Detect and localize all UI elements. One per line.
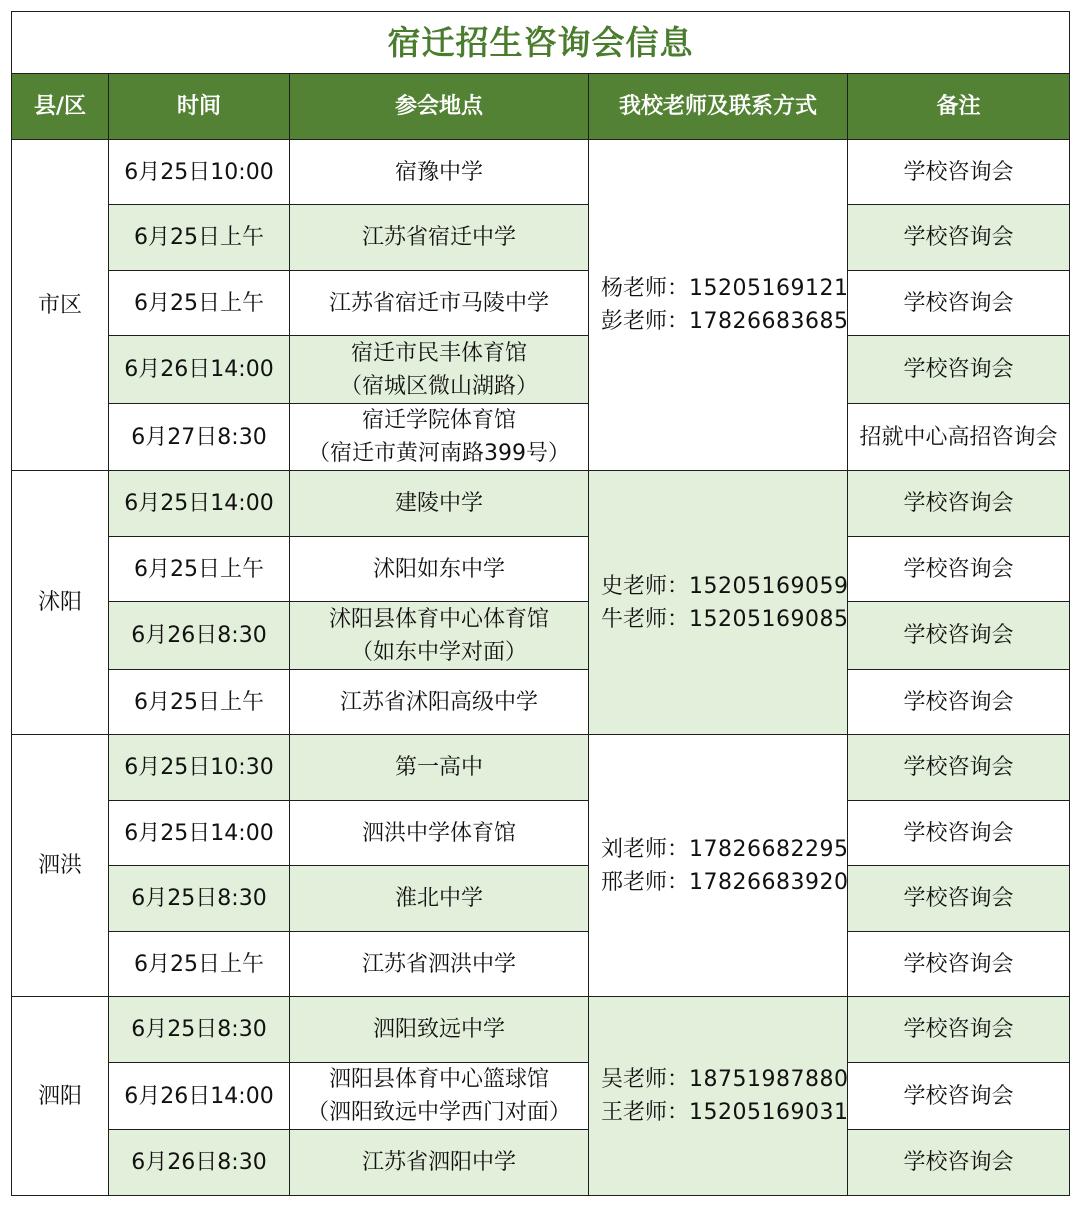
table-row xyxy=(12,1062,1070,1130)
note-cell: 学校咨询会 xyxy=(848,139,1070,204)
table-row xyxy=(12,536,1070,601)
teacher-name: 吴老师： xyxy=(601,1067,690,1093)
table-row xyxy=(12,866,1070,931)
table-row xyxy=(12,403,1070,471)
location-line: 建陵中学 xyxy=(394,491,483,517)
teacher-phone: 15205169059 xyxy=(689,573,849,599)
page-title: 宿迁招生咨询会信息 xyxy=(12,12,1070,74)
teacher-phone: 17826683920 xyxy=(689,869,849,895)
location-line: 宿迁市民丰体育馆 xyxy=(350,340,527,366)
location-line: 江苏省泗阳中学 xyxy=(361,1150,516,1176)
contact-cell xyxy=(589,735,848,997)
note-cell: 学校咨询会 xyxy=(848,800,1070,865)
teacher-phone: 15205169121 xyxy=(689,276,849,302)
time-cell: 6月26日8:30 xyxy=(109,602,290,670)
table-row xyxy=(12,735,1070,800)
table-row xyxy=(12,602,1070,670)
table-row xyxy=(12,205,1070,270)
location-cell xyxy=(290,602,589,670)
location-cell xyxy=(290,997,589,1062)
teacher-phone: 15205169031 xyxy=(689,1100,849,1126)
note-cell: 学校咨询会 xyxy=(848,997,1070,1062)
contact-line xyxy=(601,305,847,338)
table-row xyxy=(12,669,1070,734)
time-cell: 6月27日8:30 xyxy=(109,403,290,471)
teacher-name: 杨老师： xyxy=(601,276,690,302)
note-cell: 学校咨询会 xyxy=(848,205,1070,270)
time-cell: 6月26日8:30 xyxy=(109,1130,290,1196)
teacher-name: 彭老师： xyxy=(601,309,690,335)
location-line: 泗阳县体育中心篮球馆 xyxy=(328,1067,549,1093)
location-cell xyxy=(290,1062,589,1130)
contact-line xyxy=(601,1096,847,1129)
location-line: 泗洪中学体育馆 xyxy=(361,820,516,846)
time-cell: 6月25日10:00 xyxy=(109,139,290,204)
location-cell xyxy=(290,931,589,996)
time-cell: 6月25日8:30 xyxy=(109,997,290,1062)
time-cell: 6月25日上午 xyxy=(109,669,290,734)
location-cell xyxy=(290,471,589,536)
note-cell: 学校咨询会 xyxy=(848,931,1070,996)
contact-line xyxy=(601,570,847,603)
location-line: （宿迁市黄河南路399号） xyxy=(308,441,570,467)
time-cell: 6月25日上午 xyxy=(109,536,290,601)
location-cell xyxy=(290,336,589,404)
location-line: 沭阳县体育中心体育馆 xyxy=(328,606,549,632)
location-cell xyxy=(290,139,589,204)
location-line: 宿豫中学 xyxy=(394,159,483,185)
note-cell: 学校咨询会 xyxy=(848,270,1070,335)
time-cell: 6月25日10:30 xyxy=(109,735,290,800)
time-cell: 6月25日上午 xyxy=(109,931,290,996)
location-line: 淮北中学 xyxy=(394,886,483,912)
location-cell xyxy=(290,866,589,931)
location-line: （宿城区微山湖路） xyxy=(339,373,538,399)
teacher-phone: 15205169085 xyxy=(689,606,849,632)
table-row xyxy=(12,1130,1070,1196)
consultation-table xyxy=(11,11,1070,1196)
header-county: 县/区 xyxy=(12,74,109,139)
note-cell: 学校咨询会 xyxy=(848,336,1070,404)
county-cell: 沭阳 xyxy=(12,471,109,735)
teacher-name: 邢老师： xyxy=(601,869,690,895)
note-cell: 学校咨询会 xyxy=(848,602,1070,670)
table-row xyxy=(12,931,1070,996)
note-cell: 学校咨询会 xyxy=(848,1062,1070,1130)
table-row xyxy=(12,336,1070,404)
contact-line xyxy=(601,272,847,305)
teacher-name: 牛老师： xyxy=(601,606,690,632)
location-line: 江苏省泗洪中学 xyxy=(361,951,516,977)
contact-line xyxy=(601,1063,847,1096)
header-note: 备注 xyxy=(848,74,1070,139)
note-cell: 招就中心高招咨询会 xyxy=(848,403,1070,471)
location-cell xyxy=(290,669,589,734)
table-row xyxy=(12,800,1070,865)
location-line: 江苏省宿迁中学 xyxy=(361,225,516,251)
contact-cell xyxy=(589,471,848,735)
teacher-name: 王老师： xyxy=(601,1100,690,1126)
contact-line xyxy=(601,866,847,899)
location-cell xyxy=(290,270,589,335)
location-line: （如东中学对面） xyxy=(350,639,527,665)
note-cell: 学校咨询会 xyxy=(848,1130,1070,1196)
location-line: （泗阳致远中学西门对面） xyxy=(306,1100,571,1126)
location-cell xyxy=(290,800,589,865)
time-cell: 6月25日上午 xyxy=(109,205,290,270)
note-cell: 学校咨询会 xyxy=(848,669,1070,734)
county-cell: 市区 xyxy=(12,139,109,470)
contact-line xyxy=(601,833,847,866)
contact-cell xyxy=(589,997,848,1196)
time-cell: 6月26日14:00 xyxy=(109,1062,290,1130)
note-cell: 学校咨询会 xyxy=(848,471,1070,536)
contact-line xyxy=(601,603,847,636)
teacher-name: 刘老师： xyxy=(601,836,690,862)
location-line: 江苏省沭阳高级中学 xyxy=(339,689,538,715)
time-cell: 6月26日14:00 xyxy=(109,336,290,404)
teacher-name: 史老师： xyxy=(601,573,690,599)
location-line: 江苏省宿迁市马陵中学 xyxy=(328,290,549,316)
table-row xyxy=(12,270,1070,335)
location-cell xyxy=(290,735,589,800)
teacher-phone: 17826683685 xyxy=(689,309,849,335)
location-cell xyxy=(290,403,589,471)
location-line: 宿迁学院体育馆 xyxy=(361,408,516,434)
location-cell xyxy=(290,205,589,270)
time-cell: 6月25日8:30 xyxy=(109,866,290,931)
note-cell: 学校咨询会 xyxy=(848,866,1070,931)
header-contact: 我校老师及联系方式 xyxy=(589,74,848,139)
location-line: 沭阳如东中学 xyxy=(372,556,505,582)
table-row xyxy=(12,139,1070,204)
header-time: 时间 xyxy=(109,74,290,139)
time-cell: 6月25日14:00 xyxy=(109,800,290,865)
table-row xyxy=(12,997,1070,1062)
header-row xyxy=(12,74,1070,139)
contact-cell xyxy=(589,139,848,470)
table-row xyxy=(12,471,1070,536)
location-line: 第一高中 xyxy=(394,755,483,781)
location-line: 泗阳致远中学 xyxy=(372,1017,505,1043)
time-cell: 6月25日上午 xyxy=(109,270,290,335)
note-cell: 学校咨询会 xyxy=(848,536,1070,601)
note-cell: 学校咨询会 xyxy=(848,735,1070,800)
county-cell: 泗洪 xyxy=(12,735,109,997)
time-cell: 6月25日14:00 xyxy=(109,471,290,536)
location-cell xyxy=(290,536,589,601)
teacher-phone: 18751987880 xyxy=(689,1067,849,1093)
location-cell xyxy=(290,1130,589,1196)
county-cell: 泗阳 xyxy=(12,997,109,1196)
header-location: 参会地点 xyxy=(290,74,589,139)
teacher-phone: 17826682295 xyxy=(689,836,849,862)
